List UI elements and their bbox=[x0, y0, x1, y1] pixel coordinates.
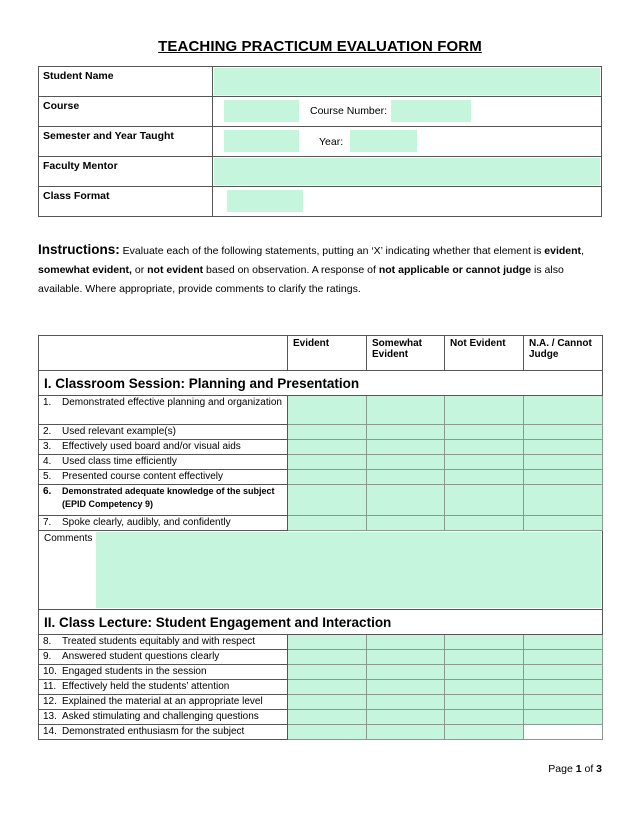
table-row bbox=[39, 470, 603, 485]
table-row bbox=[39, 455, 603, 470]
rating-not-evident-cell[interactable] bbox=[445, 440, 524, 455]
rating-na-cell[interactable] bbox=[524, 635, 603, 650]
comments-cell bbox=[39, 531, 603, 610]
rating-evident-cell[interactable] bbox=[288, 470, 367, 485]
header-blank bbox=[39, 336, 288, 371]
course-number-field[interactable] bbox=[391, 100, 471, 122]
question-cell bbox=[39, 695, 288, 710]
instructions-text: or bbox=[131, 264, 148, 276]
question-number: 5. bbox=[43, 471, 52, 482]
rating-somewhat-cell[interactable] bbox=[367, 425, 445, 440]
col-na-cannot-judge: N.A. / Cannot Judge bbox=[524, 336, 603, 371]
course-number-label: Course Number: bbox=[310, 105, 388, 117]
instructions-bold-na: not applicable or cannot judge bbox=[378, 264, 532, 276]
rating-na-cell[interactable] bbox=[524, 455, 603, 470]
question-number: 8. bbox=[43, 636, 52, 647]
instructions-text: , bbox=[581, 245, 584, 257]
student-name-field[interactable] bbox=[214, 68, 600, 95]
table-row bbox=[39, 440, 603, 455]
question-cell bbox=[39, 665, 288, 680]
table-row bbox=[39, 710, 603, 725]
rating-na-cell[interactable] bbox=[524, 425, 603, 440]
question-text: Explained the material at an appropriate level bbox=[62, 696, 263, 707]
question-cell bbox=[39, 635, 288, 650]
rating-na-cell[interactable] bbox=[524, 680, 603, 695]
question-number: 10. bbox=[43, 666, 57, 677]
rating-evident-cell[interactable] bbox=[288, 425, 367, 440]
rating-not-evident-cell[interactable] bbox=[445, 650, 524, 665]
instructions-text: Evaluate each of the following statements, putting an ‘X’ indicating whether that element is bbox=[119, 245, 545, 257]
rating-na-cell[interactable] bbox=[524, 725, 603, 740]
rating-somewhat-cell[interactable] bbox=[367, 725, 445, 740]
question-number: 3. bbox=[43, 441, 52, 452]
table-row bbox=[39, 680, 603, 695]
rating-somewhat-cell[interactable] bbox=[367, 455, 445, 470]
rating-not-evident-cell[interactable] bbox=[445, 665, 524, 680]
rating-somewhat-cell[interactable] bbox=[367, 470, 445, 485]
faculty-mentor-label: Faculty Mentor bbox=[39, 157, 213, 187]
instructions bbox=[38, 240, 604, 299]
semester-field[interactable] bbox=[224, 130, 299, 152]
rating-not-evident-cell[interactable] bbox=[445, 710, 524, 725]
rating-na-cell[interactable] bbox=[524, 396, 603, 425]
faculty-mentor-field[interactable] bbox=[214, 158, 600, 185]
rating-evident-cell[interactable] bbox=[288, 485, 367, 516]
rating-not-evident-cell[interactable] bbox=[445, 725, 524, 740]
rating-na-cell[interactable] bbox=[524, 440, 603, 455]
rating-evident-cell[interactable] bbox=[288, 665, 367, 680]
instructions-bold-somewhat: somewhat evident, bbox=[38, 264, 132, 276]
table-row bbox=[39, 516, 603, 531]
course-field[interactable] bbox=[224, 100, 299, 122]
footer-page-num: 1 bbox=[575, 763, 582, 775]
rating-somewhat-cell[interactable] bbox=[367, 665, 445, 680]
question-text: Treated students equitably and with respect bbox=[62, 636, 256, 647]
rating-na-cell[interactable] bbox=[524, 650, 603, 665]
instructions-text: based on observation. A response of bbox=[203, 264, 379, 276]
rating-na-cell[interactable] bbox=[524, 470, 603, 485]
rating-not-evident-cell[interactable] bbox=[445, 695, 524, 710]
rating-not-evident-cell[interactable] bbox=[445, 425, 524, 440]
table-row bbox=[39, 485, 603, 516]
semester-label: Semester and Year Taught bbox=[39, 127, 213, 157]
table-row bbox=[39, 396, 603, 425]
rating-somewhat-cell[interactable] bbox=[367, 680, 445, 695]
rating-not-evident-cell[interactable] bbox=[445, 635, 524, 650]
rating-not-evident-cell[interactable] bbox=[445, 470, 524, 485]
student-name-label: Student Name bbox=[39, 67, 213, 97]
rating-somewhat-cell[interactable] bbox=[367, 485, 445, 516]
comments-field[interactable] bbox=[96, 532, 601, 608]
student-info-table bbox=[38, 66, 602, 217]
question-number: 13. bbox=[43, 711, 57, 722]
instructions-bold-evident: evident bbox=[544, 245, 582, 257]
question-text: Asked stimulating and challenging questions bbox=[62, 711, 259, 722]
class-format-label: Class Format bbox=[39, 187, 213, 217]
question-number: 7. bbox=[43, 517, 52, 528]
course-label: Course bbox=[39, 97, 213, 127]
question-number: 12. bbox=[43, 696, 57, 707]
rating-evident-cell[interactable] bbox=[288, 396, 367, 425]
question-text: Effectively used board and/or visual aids bbox=[62, 441, 241, 452]
page-footer bbox=[548, 763, 602, 775]
question-cell bbox=[39, 650, 288, 665]
rating-na-cell[interactable] bbox=[524, 665, 603, 680]
rating-somewhat-cell[interactable] bbox=[367, 635, 445, 650]
question-number: 14. bbox=[43, 726, 57, 737]
question-cell bbox=[39, 455, 288, 470]
question-text: Spoke clearly, audibly, and confidently bbox=[62, 517, 231, 528]
rating-somewhat-cell[interactable] bbox=[367, 396, 445, 425]
instructions-text: is also available. Where appropriate, provide comments to clarify the ratings. bbox=[38, 264, 564, 295]
col-not-evident: Not Evident bbox=[445, 336, 524, 371]
section-2-title: II. Class Lecture: Student Engagement and Interaction bbox=[39, 610, 603, 635]
rating-evident-cell[interactable] bbox=[288, 635, 367, 650]
question-number: 11. bbox=[43, 681, 57, 692]
rating-na-cell[interactable] bbox=[524, 695, 603, 710]
rating-not-evident-cell[interactable] bbox=[445, 455, 524, 470]
question-text: Presented course content effectively bbox=[62, 471, 224, 482]
class-format-field[interactable] bbox=[227, 190, 303, 212]
question-number: 1. bbox=[43, 397, 52, 408]
section-1-title: I. Classroom Session: Planning and Presentation bbox=[39, 371, 603, 396]
table-row bbox=[39, 695, 603, 710]
year-field[interactable] bbox=[350, 130, 417, 152]
table-row bbox=[39, 425, 603, 440]
question-cell bbox=[39, 680, 288, 695]
question-text: Engaged students in the session bbox=[62, 666, 207, 677]
col-somewhat-evident: Somewhat Evident bbox=[367, 336, 445, 371]
rating-somewhat-cell[interactable] bbox=[367, 695, 445, 710]
question-number: 6. bbox=[43, 486, 52, 497]
table-row bbox=[39, 635, 603, 650]
rating-evident-cell[interactable] bbox=[288, 680, 367, 695]
question-text: Demonstrated enthusiasm for the subject bbox=[62, 726, 245, 737]
rating-evident-cell[interactable] bbox=[288, 455, 367, 470]
rating-not-evident-cell[interactable] bbox=[445, 396, 524, 425]
rating-somewhat-cell[interactable] bbox=[367, 516, 445, 531]
rating-not-evident-cell[interactable] bbox=[445, 680, 524, 695]
evaluation-table bbox=[38, 335, 603, 740]
question-number: 9. bbox=[43, 651, 52, 662]
question-cell bbox=[39, 440, 288, 455]
rating-evident-cell[interactable] bbox=[288, 516, 367, 531]
table-row bbox=[39, 725, 603, 740]
question-text: Demonstrated effective planning and organization bbox=[62, 397, 282, 408]
rating-evident-cell[interactable] bbox=[288, 725, 367, 740]
rating-evident-cell[interactable] bbox=[288, 710, 367, 725]
footer-page-word: Page bbox=[548, 763, 576, 775]
rating-na-cell[interactable] bbox=[524, 516, 603, 531]
col-evident: Evident bbox=[288, 336, 367, 371]
question-cell bbox=[39, 710, 288, 725]
rating-somewhat-cell[interactable] bbox=[367, 710, 445, 725]
question-text: Demonstrated adequate knowledge of the subject (EPID Competency 9) bbox=[62, 486, 275, 509]
question-cell bbox=[39, 396, 288, 425]
footer-of-word: of bbox=[581, 763, 597, 775]
question-cell bbox=[39, 470, 288, 485]
question-text: Used class time efficiently bbox=[62, 456, 177, 467]
question-cell bbox=[39, 485, 288, 516]
question-text: Answered student questions clearly bbox=[62, 651, 220, 662]
rating-somewhat-cell[interactable] bbox=[367, 650, 445, 665]
instructions-bold-not-evident: not evident bbox=[147, 264, 204, 276]
rating-na-cell[interactable] bbox=[524, 710, 603, 725]
table-row bbox=[39, 650, 603, 665]
year-label: Year: bbox=[319, 136, 344, 148]
question-cell bbox=[39, 425, 288, 440]
rating-evident-cell[interactable] bbox=[288, 440, 367, 455]
question-text: Used relevant example(s) bbox=[62, 426, 176, 437]
rating-evident-cell[interactable] bbox=[288, 695, 367, 710]
question-cell bbox=[39, 516, 288, 531]
rating-somewhat-cell[interactable] bbox=[367, 440, 445, 455]
rating-na-cell[interactable] bbox=[524, 485, 603, 516]
question-number: 4. bbox=[43, 456, 52, 467]
footer-page-total: 3 bbox=[596, 763, 602, 775]
rating-evident-cell[interactable] bbox=[288, 650, 367, 665]
table-row bbox=[39, 665, 603, 680]
rating-not-evident-cell[interactable] bbox=[445, 485, 524, 516]
question-cell bbox=[39, 725, 288, 740]
question-number: 2. bbox=[43, 426, 52, 437]
question-text: Effectively held the students’ attention bbox=[62, 681, 230, 692]
form-title: TEACHING PRACTICUM EVALUATION FORM bbox=[158, 38, 482, 55]
comments-label: Comments bbox=[44, 533, 93, 544]
rating-not-evident-cell[interactable] bbox=[445, 516, 524, 531]
instructions-heading: Instructions: bbox=[38, 242, 120, 257]
